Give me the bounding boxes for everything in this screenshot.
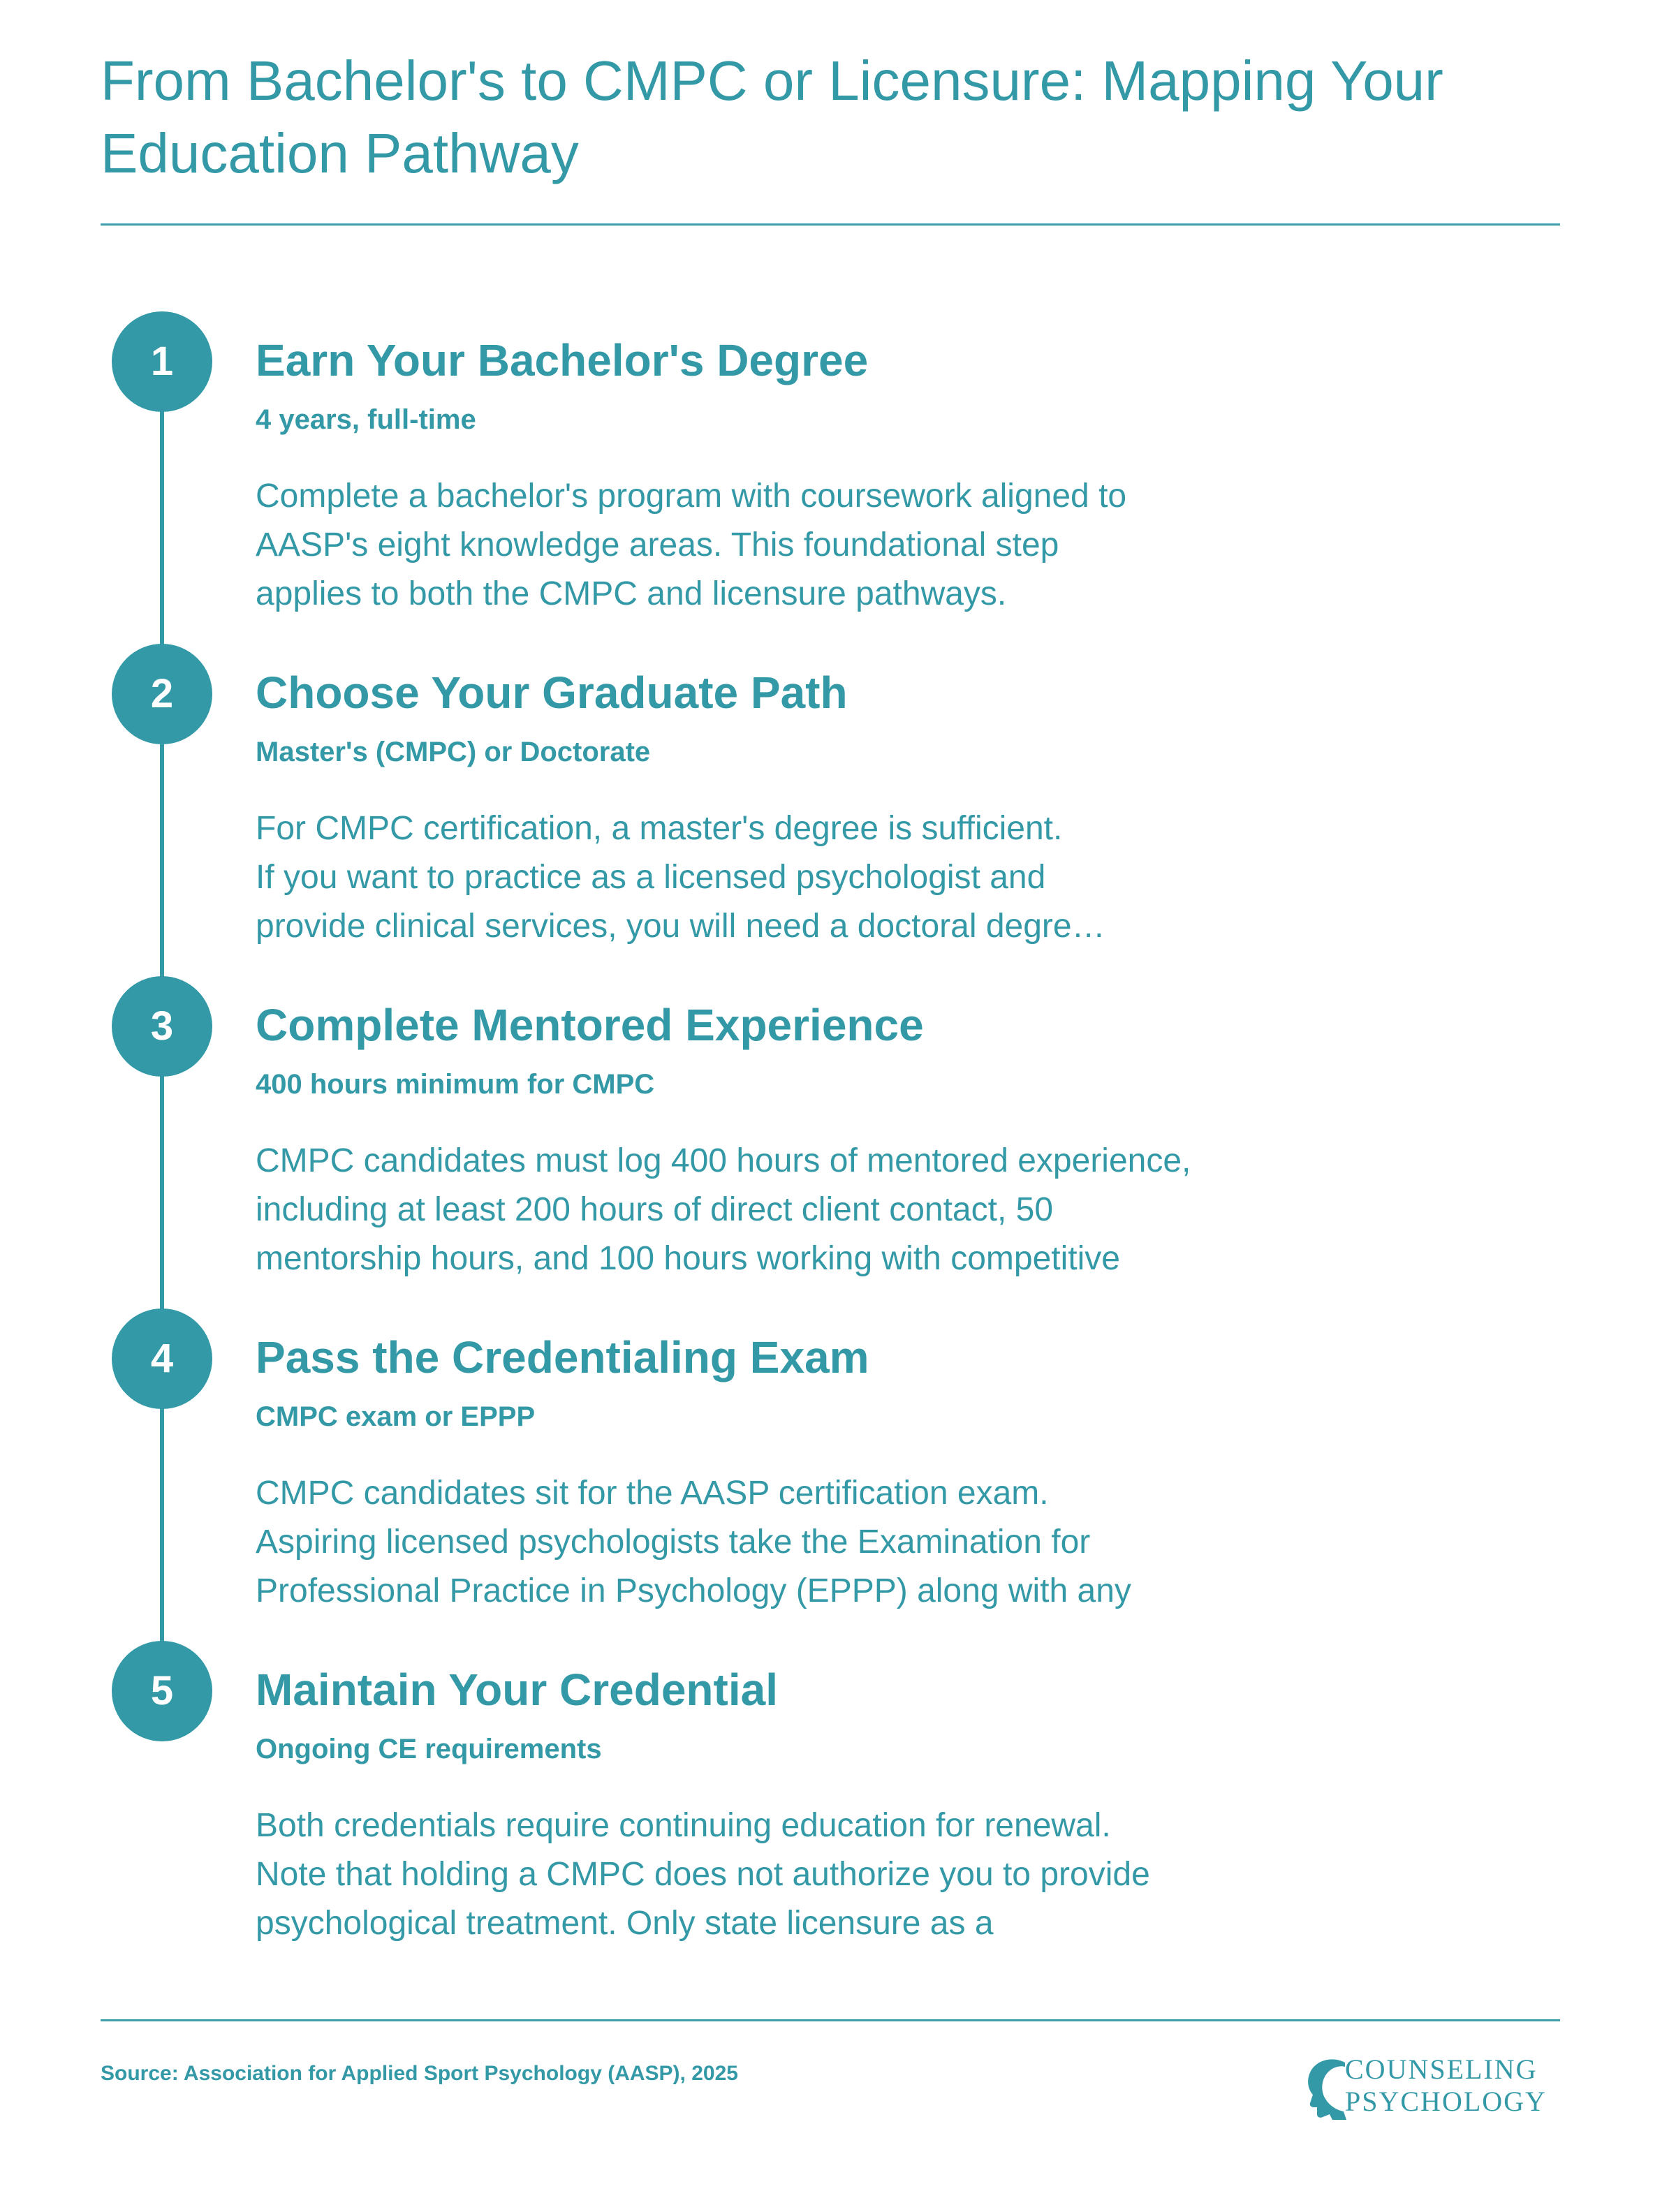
step-description-line: Both credentials require continuing education for renewal. xyxy=(256,1807,1111,1844)
step-description-line: Aspiring licensed psychologists take the Examination for xyxy=(256,1524,1091,1561)
step-number-badge: 5 xyxy=(112,1641,212,1741)
step-description-line: Complete a bachelor's program with coursework aligned to xyxy=(256,478,1127,515)
step-title: Complete Mentored Experience xyxy=(256,1000,924,1050)
step-description-line: including at least 200 hours of direct client contact, 50 xyxy=(256,1191,1054,1228)
step-title: Maintain Your Credential xyxy=(256,1665,778,1715)
step-number-badge: 3 xyxy=(112,976,212,1077)
step-description xyxy=(256,1801,1401,1948)
step-description-line: CMPC candidates sit for the AASP certification exam. xyxy=(256,1475,1049,1512)
step-subtitle: Ongoing CE requirements xyxy=(256,1734,602,1764)
step-subtitle: 4 years, full-time xyxy=(256,404,476,435)
step-description-line: Professional Practice in Psychology (EPPP) along with any xyxy=(256,1572,1131,1609)
step-description-line: psychological treatment. Only state licensure as a xyxy=(256,1905,994,1942)
footer-divider xyxy=(101,2019,1560,2021)
step-description-line: applies to both the CMPC and licensure pathways. xyxy=(256,575,1007,612)
step-description-line: mentorship hours, and 100 hours working with competitive xyxy=(256,1240,1120,1277)
step-number-badge: 4 xyxy=(112,1308,212,1409)
step-subtitle: Master's (CMPC) or Doctorate xyxy=(256,737,651,767)
step-description xyxy=(256,1469,1401,1616)
step-title: Choose Your Graduate Path xyxy=(256,668,848,718)
step-subtitle: 400 hours minimum for CMPC xyxy=(256,1069,655,1100)
logo-wordmark-line: COUNSELING xyxy=(1345,2054,1538,2085)
step-number-badge: 2 xyxy=(112,644,212,744)
step-number-badge: 1 xyxy=(112,311,212,412)
step-description-line: If you want to practice as a licensed psychologist and xyxy=(256,859,1046,896)
step-description-line: CMPC candidates must log 400 hours of mentored experience, xyxy=(256,1142,1191,1179)
step-title: Pass the Credentialing Exam xyxy=(256,1332,869,1382)
step-description xyxy=(256,804,1401,951)
page-title: From Bachelor's to CMPC or Licensure: Mapping Your Education Pathway xyxy=(101,50,1443,184)
header-divider xyxy=(101,223,1560,226)
counseling-psychology-logo xyxy=(1302,2053,1560,2123)
step-description xyxy=(256,472,1401,619)
source-citation: Source: Association for Applied Sport Psychology (AASP), 2025 xyxy=(101,2062,738,2085)
step-subtitle: CMPC exam or EPPP xyxy=(256,1401,536,1432)
step-description-line: For CMPC certification, a master's degree is sufficient. xyxy=(256,810,1063,847)
logo-wordmark-line: PSYCHOLOGY xyxy=(1345,2086,1547,2117)
step-title: Earn Your Bachelor's Degree xyxy=(256,335,869,385)
step-description-line: AASP's eight knowledge areas. This foundational step xyxy=(256,526,1059,563)
step-description xyxy=(256,1137,1401,1283)
step-description-line: provide clinical services, you will need a doctoral degre… xyxy=(256,908,1105,945)
step-description-line: Note that holding a CMPC does not authorize you to provide xyxy=(256,1856,1150,1893)
